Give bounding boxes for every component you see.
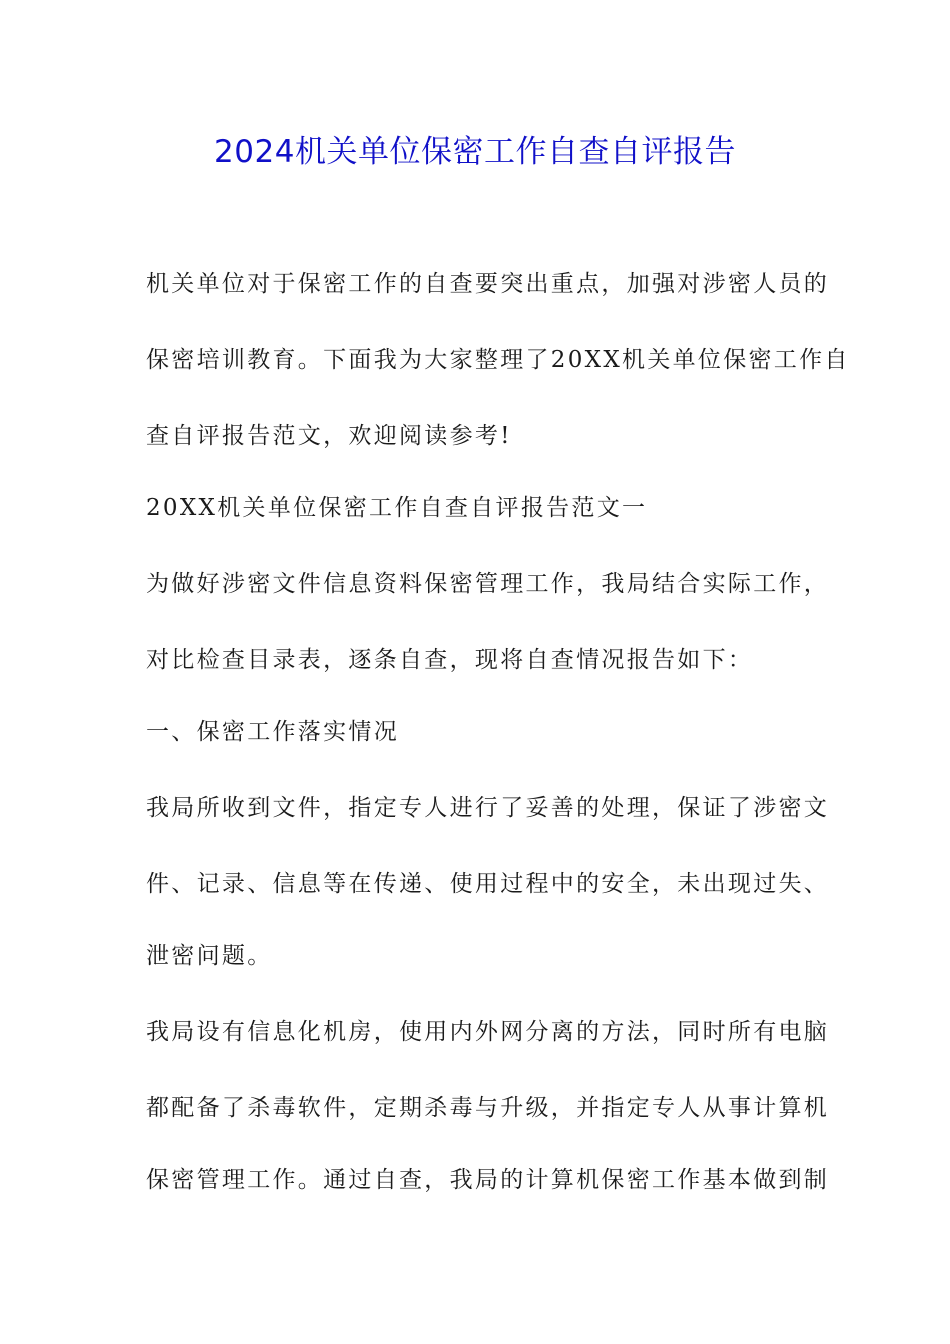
text-line: 件、记录、信息等在传递、使用过程中的安全，未出现过失、	[146, 871, 830, 897]
text-line: 为做好涉密文件信息资料保密管理工作，我局结合实际工作，	[146, 571, 830, 597]
text-line: 都配备了杀毒软件，定期杀毒与升级，并指定专人从事计算机	[146, 1095, 830, 1121]
text-line: 保密管理工作。通过自查，我局的计算机保密工作基本做到制	[146, 1167, 830, 1193]
text-line: 我局所收到文件，指定专人进行了妥善的处理，保证了涉密文	[146, 795, 830, 821]
text-line: 保密培训教育。下面我为大家整理了20XX机关单位保密工作自	[146, 347, 850, 373]
section-heading: 20XX机关单位保密工作自查自评报告范文一	[146, 495, 648, 521]
text-line: 对比检查目录表，逐条自查，现将自查情况报告如下：	[146, 647, 754, 673]
text-line: 我局设有信息化机房，使用内外网分离的方法，同时所有电脑	[146, 1019, 830, 1045]
text-line: 泄密问题。	[146, 943, 273, 969]
text-line: 机关单位对于保密工作的自查要突出重点，加强对涉密人员的	[146, 271, 830, 297]
section-heading: 一、保密工作落实情况	[146, 719, 399, 745]
document-title: 2024机关单位保密工作自查自评报告	[214, 134, 736, 170]
text-line: 查自评报告范文，欢迎阅读参考!	[146, 423, 512, 449]
